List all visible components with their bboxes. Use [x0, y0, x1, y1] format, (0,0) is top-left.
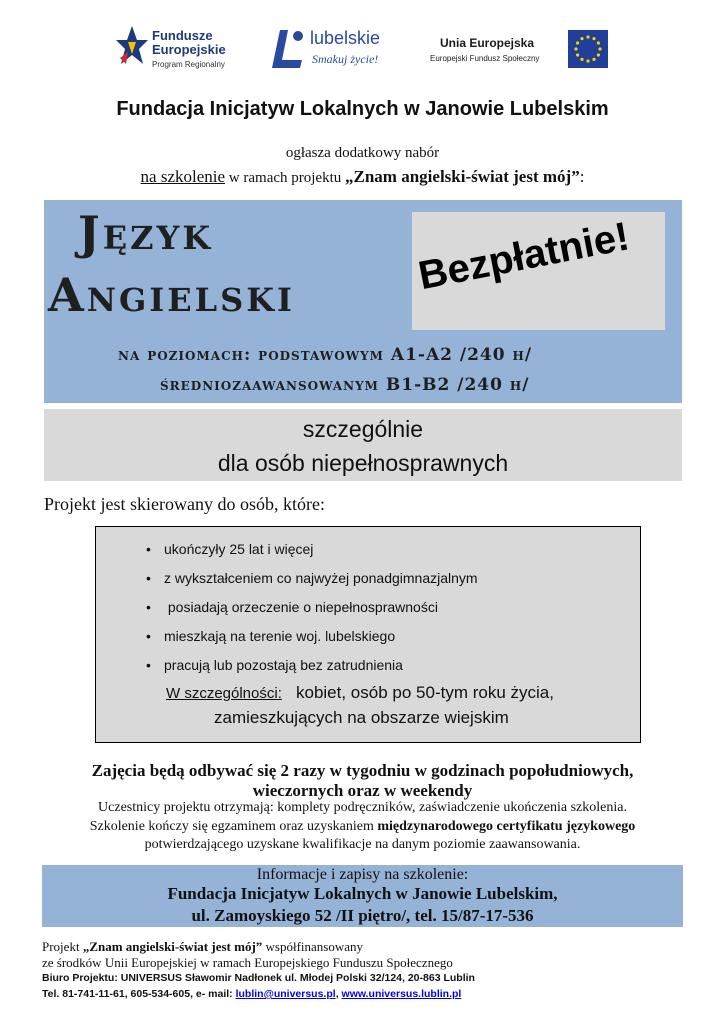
especially-value1: kobiet, osób po 50-tym roku życia, — [296, 683, 554, 702]
criteria-item: z wykształceniem co najwyżej ponadgimnazjalnym — [164, 570, 478, 586]
contact-organizer: Fundacja Inicjatyw Lokalnych w Janowie Lubelskim, — [167, 884, 558, 903]
training-line — [0, 167, 725, 187]
lubelskie-name: lubelskie — [310, 28, 381, 48]
footer-suffix: współfinansowany — [262, 939, 364, 954]
lubelskie-logo — [268, 26, 398, 74]
certificate-text: międzynarodowego certyfikatu językowego — [377, 819, 636, 834]
criteria-box — [95, 526, 641, 743]
logo-bar — [110, 20, 610, 78]
criteria-item: posiadają orzeczenie o niepełnosprawności — [164, 599, 438, 615]
ue-name: Unia Europejska — [440, 36, 535, 50]
footer-project-name: „Znam angielski-świat jest mój” — [82, 939, 263, 954]
contact-address: ul. Zamoyskiego 52 /II piętro/, tel. 15/87-17-536 — [191, 906, 534, 925]
eu-flag-icon — [568, 30, 608, 68]
organizer-title: Fundacja Inicjatyw Lokalnych w Janowie Lubelskim — [116, 98, 609, 120]
special-line1: szczególnie — [302, 416, 424, 442]
level-intermediate: średniozaawansowanym B1-B2 /240 h/ — [160, 375, 530, 395]
training-mid: w ramach projektu — [225, 170, 346, 186]
level-basic: na poziomach: podstawowym A1-A2 /240 h/ — [118, 345, 533, 365]
especially-label: W szczególności: — [166, 685, 282, 702]
hero-word-jezyk: Język — [78, 206, 214, 260]
footer-funding-line: ze środków Unii Europejskiej w ramach Europejskiego Funduszu Społecznego — [42, 955, 453, 970]
bullet-icon: • — [146, 541, 151, 557]
fe-line2: Europejskie — [152, 42, 226, 57]
list-item — [146, 657, 403, 673]
lubelskie-slogan: Smakuj życie! — [312, 52, 379, 66]
training-suffix: : — [579, 167, 585, 186]
schedule-line2: wieczornych oraz w weekendy — [252, 781, 473, 800]
footer-separator: , — [335, 988, 342, 1000]
fundusze-europejskie-logo — [114, 24, 234, 76]
criteria-item: pracują lub pozostają bez zatrudnienia — [164, 657, 403, 673]
criteria-item: mieszkają na terenie woj. lubelskiego — [164, 628, 396, 644]
project-name: „Znam angielski-świat jest mój” — [345, 167, 580, 186]
criteria-intro: Projekt jest skierowany do osób, które: — [44, 494, 325, 514]
exam-prefix: Szkolenie kończy się egzaminem oraz uzyskaniem — [89, 819, 378, 834]
hero-word-angielski: Angielski — [48, 268, 296, 322]
footer-prefix: Projekt — [42, 939, 83, 954]
list-item — [146, 628, 396, 644]
fe-line1: Fundusze — [152, 28, 213, 43]
lubelskie-l-icon — [268, 26, 308, 72]
website-link[interactable]: www.universus.lublin.pl — [341, 988, 462, 1000]
contact-heading: Informacje i zapisy na szkolenie: — [256, 866, 469, 883]
ue-subtitle: Europejski Fundusz Społeczny — [430, 54, 540, 63]
bullet-icon: • — [146, 599, 151, 615]
footer-phone: Tel. 81-741-11-61, 605-534-605, e- mail: — [42, 988, 236, 1000]
criteria-item: ukończyły 25 lat i więcej — [164, 541, 314, 557]
bullet-icon: • — [146, 657, 151, 673]
especially-value2: zamieszkujących na obszarze wiejskim — [214, 708, 509, 727]
ue-logo — [430, 30, 610, 72]
bullet-icon: • — [146, 628, 151, 644]
list-item — [146, 541, 314, 557]
qualification-line: potwierdzającego uzyskane kwalifikacje na danym poziomie zaawansowania. — [144, 837, 581, 852]
materials-line: Uczestnicy projektu otrzymają: komplety podręczników, zaświadczenie ukończenia szkolenia. — [98, 800, 627, 815]
free-label: Bezpłatnie! — [415, 214, 633, 299]
list-item — [146, 599, 438, 615]
special-line2: dla osób niepełnosprawnych — [217, 450, 509, 476]
fe-star-icon — [114, 24, 150, 72]
list-item — [146, 570, 478, 586]
schedule-line1: Zajęcia będą odbywać się 2 razy w tygodniu w godzinach popołudniowych, — [91, 761, 634, 780]
announce-line: ogłasza dodatkowy nabór — [285, 145, 440, 161]
fe-subtitle: Program Regionalny — [152, 60, 225, 69]
footer-office-line: Biuro Projektu: UNIVERSUS Sławomir Nadłonek ul. Młodej Polski 32/124, 20-863 Lublin — [42, 972, 475, 984]
exam-line — [0, 819, 725, 835]
training-prefix: na szkolenie — [140, 167, 226, 186]
email-link[interactable]: lublin@universus.pl — [235, 988, 336, 1000]
footer-project-line — [42, 939, 363, 955]
footer-contact-line — [42, 988, 461, 1000]
bullet-icon: • — [146, 570, 151, 586]
